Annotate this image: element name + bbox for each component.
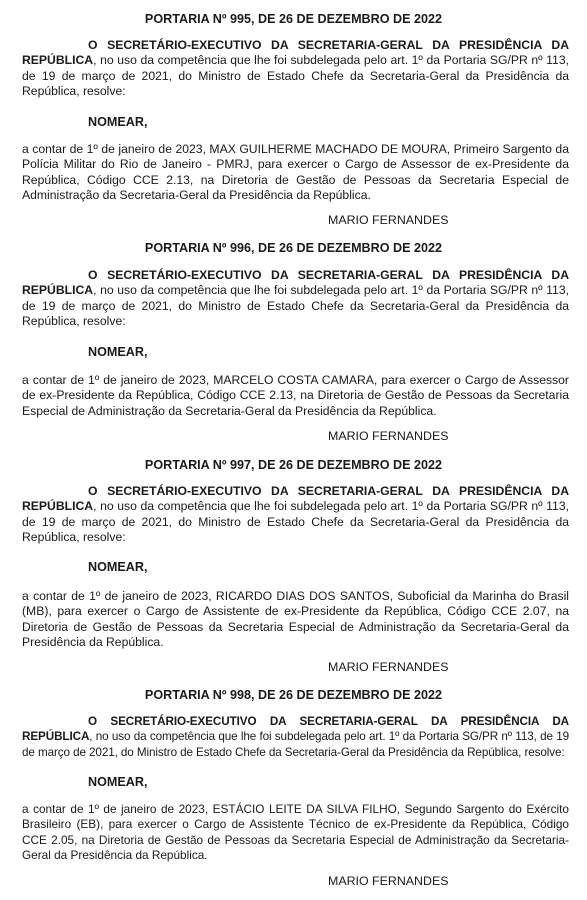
portaria-preamble — [22, 38, 569, 99]
portaria-body: a contar de 1º de janeiro de 2023, MAX GUILHERME MACHADO DE MOURA, Primeiro Sargento da Polícia Militar do Rio de Janeiro - PMRJ, para exercer o Cargo de Assessor de ex-Presidente da República, Código CCE 2.13, na Diretoria de Gestão de Pessoas da Secretaria Especial de Administração da Secretaria-Geral da Presidência da República. — [22, 142, 569, 202]
action-heading: NOMEAR, — [88, 345, 148, 359]
portaria-body: a contar de 1º de janeiro de 2023, MARCELO COSTA CAMARA, para exercer o Cargo de Assessor de ex-Presidente da República, Código CCE 2.13, na Diretoria de Gestão de Pessoas da Secretaria Especial de Administração da Secretaria-Geral da Presidência da República. — [22, 373, 569, 418]
portaria-body: a contar de 1º de janeiro de 2023, RICARDO DIAS DOS SANTOS, Suboficial da Marinha do Brasil (MB), para exercer o Cargo de Assistente de ex-Presidente da República, Código CCE 2.07, na Diretoria de Gestão de Pessoas da Secretaria Especial de Administração da Secretaria-Geral da Presidência da República. — [22, 589, 569, 649]
authority-text: O SECRETÁRIO-EXECUTIVO DA SECRETARIA-GERAL DA PRESIDÊNCIA DA REPÚBLICA — [22, 38, 569, 68]
preamble-text: , no uso da competência que lhe foi subdelegada pelo art. 1º da Portaria SG/PR nº 113, de 19 de março de 2021, do Ministro de Estado Chefe da Secretaria-Geral da Presidência da República, resolve: — [22, 53, 569, 98]
authority-text: O SECRETÁRIO-EXECUTIVO DA SECRETARIA-GERAL DA PRESIDÊNCIA DA REPÚBLICA — [22, 484, 569, 514]
authority-text: O SECRETÁRIO-EXECUTIVO DA SECRETARIA-GERAL DA PRESIDÊNCIA DA REPÚBLICA — [22, 268, 569, 298]
portaria-title: PORTARIA Nº 998, DE 26 DE DEZEMBRO DE 2022 — [144, 688, 443, 702]
action-heading: NOMEAR, — [88, 115, 148, 129]
portaria-title: PORTARIA Nº 995, DE 26 DE DEZEMBRO DE 2022 — [144, 12, 443, 26]
signer-name: MARIO FERNANDES — [328, 213, 449, 227]
authority-text: O SECRETÁRIO-EXECUTIVO DA SECRETARIA-GERAL DA PRESIDÊNCIA DA REPÚBLICA — [22, 715, 569, 744]
signer-name: MARIO FERNANDES — [328, 660, 449, 674]
signer-name: MARIO FERNANDES — [328, 874, 449, 888]
portaria-title: PORTARIA Nº 996, DE 26 DE DEZEMBRO DE 2022 — [144, 241, 443, 255]
portaria-preamble — [22, 714, 569, 760]
action-heading: NOMEAR, — [88, 775, 148, 789]
portaria-body: a contar de 1º de janeiro de 2023, ESTÁCIO LEITE DA SILVA FILHO, Segundo Sargento do Exército Brasileiro (EB), para exercer o Cargo de Assistente Técnico de ex-Presidente da República, Código CCE 2.05, na Diretoria de Gestão de Pessoas da Secretaria Especial de Administração da Secretaria-Geral da Presidência da República. — [22, 802, 569, 862]
action-heading: NOMEAR, — [88, 560, 148, 574]
preamble-text: , no uso da competência que lhe foi subdelegada pelo art. 1º da Portaria SG/PR nº 113, de 19 de março de 2021, do Ministro de Estado Chefe da Secretaria-Geral da Presidência da República, resolve: — [22, 499, 569, 544]
portaria-preamble — [22, 484, 569, 545]
portaria-preamble — [22, 268, 569, 329]
portaria-title: PORTARIA Nº 997, DE 26 DE DEZEMBRO DE 2022 — [144, 458, 443, 472]
preamble-text: , no uso da competência que lhe foi subdelegada pelo art. 1º da Portaria SG/PR nº 113, de 19 de março de 2021, do Ministro de Estado Chefe da Secretaria-Geral da Presidência da República, resolve: — [22, 283, 569, 328]
preamble-text: , no uso da competência que lhe foi subdelegada pelo art. 1º da Portaria SG/PR nº 113, de 19 de março de 2021, do Ministro de Estado Chefe da Secretaria-Geral da Presidência da República, resolve: — [22, 730, 569, 759]
signer-name: MARIO FERNANDES — [328, 429, 449, 443]
